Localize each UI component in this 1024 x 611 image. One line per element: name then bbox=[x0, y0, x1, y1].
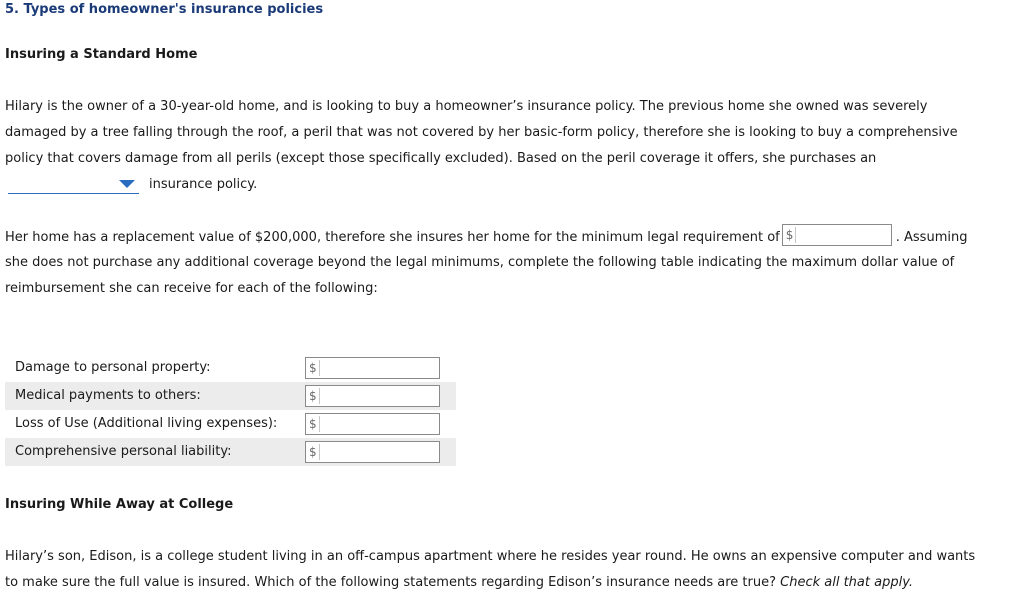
section-heading-college: Insuring While Away at College bbox=[5, 497, 234, 512]
row-label: Comprehensive personal liability: bbox=[15, 444, 232, 459]
replacement-line: she does not purchase any additional coverage beyond the legal minimums, complete the following table indicating the maximum dollar value of bbox=[5, 255, 955, 270]
college-paragraph bbox=[5, 544, 1015, 596]
dollar-sign: $ bbox=[309, 444, 320, 460]
row-label: Loss of Use (Additional living expenses): bbox=[15, 416, 278, 431]
question-title: 5. Types of homeowner's insurance policies bbox=[5, 2, 324, 17]
table-row bbox=[5, 382, 456, 410]
dropdown-line bbox=[5, 172, 1015, 198]
replacement-text-before: Her home has a replacement value of $200,000, therefore she insures her home for the minimum legal requirement of bbox=[5, 230, 780, 245]
dollar-sign: $ bbox=[309, 388, 320, 404]
replacement-line: reimbursement she can receive for each of the following: bbox=[5, 281, 378, 296]
chevron-down-icon bbox=[119, 180, 135, 188]
scenario-line: damaged by a tree falling through the roof, a peril that was not covered by her basic-form policy, therefore she is looking to buy a comprehensive bbox=[5, 125, 958, 140]
policy-type-dropdown[interactable] bbox=[8, 176, 139, 194]
dollar-sign: $ bbox=[786, 227, 797, 243]
personal-property-input[interactable] bbox=[305, 357, 440, 379]
legal-requirement-input[interactable] bbox=[782, 224, 892, 246]
row-label: Medical payments to others: bbox=[15, 388, 201, 403]
table-row bbox=[5, 410, 456, 438]
loss-of-use-input[interactable] bbox=[305, 413, 440, 435]
personal-liability-input[interactable] bbox=[305, 441, 440, 463]
row-label: Damage to personal property: bbox=[15, 360, 211, 375]
check-all-instruction: Check all that apply. bbox=[780, 575, 914, 590]
dollar-sign: $ bbox=[309, 360, 320, 376]
dollar-sign: $ bbox=[309, 416, 320, 432]
scenario-paragraph bbox=[5, 94, 1015, 198]
college-line bbox=[5, 570, 1015, 596]
reimbursement-table bbox=[5, 354, 456, 466]
scenario-line: Hilary is the owner of a 30-year-old home, and is looking to buy a homeowner’s insurance policy. The previous home she owned was severely bbox=[5, 99, 928, 114]
dropdown-trailing-text: insurance policy. bbox=[149, 177, 258, 192]
college-line: Hilary’s son, Edison, is a college student living in an off-campus apartment where he resides year round. He owns an expensive computer and wants bbox=[5, 549, 976, 564]
section-heading-standard-home: Insuring a Standard Home bbox=[5, 47, 198, 62]
replacement-paragraph bbox=[5, 224, 1015, 302]
replacement-text-after: . Assuming bbox=[895, 230, 968, 245]
table-row bbox=[5, 354, 456, 382]
medical-payments-input[interactable] bbox=[305, 385, 440, 407]
replacement-line bbox=[5, 224, 1015, 250]
scenario-line: policy that covers damage from all perils (except those specifically excluded). Based on the peril coverage it offers, she purchases an bbox=[5, 151, 877, 166]
college-question: to make sure the full value is insured. Which of the following statements regarding Edison’s insurance needs are true? bbox=[5, 575, 776, 590]
table-row bbox=[5, 438, 456, 466]
